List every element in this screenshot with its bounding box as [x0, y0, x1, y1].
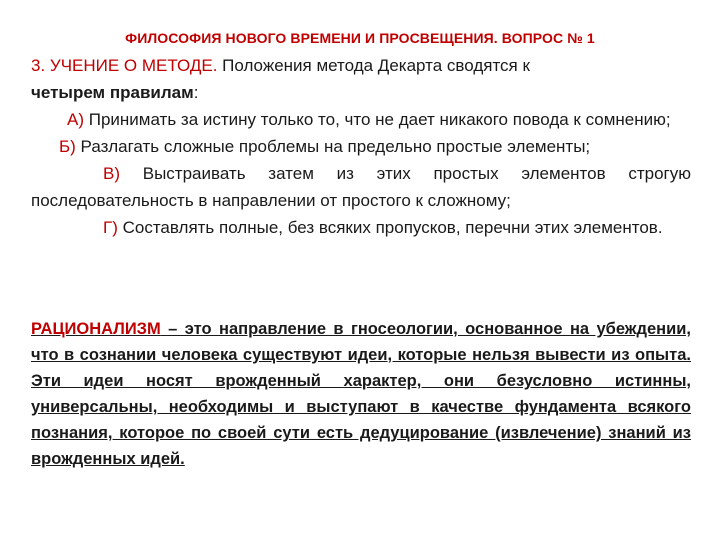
- rule-letter: Г): [103, 218, 118, 237]
- rule-letter: А): [67, 110, 84, 129]
- method-intro: [31, 52, 691, 106]
- rule-b: [31, 133, 691, 160]
- four-rules-label: четырем правилам: [31, 83, 194, 102]
- rationalism-text: – это направление в гносеологии, основанное на убеждении, что в сознании человека существуют идеи, которые нельзя вывести из опыта. Эти идеи носят врожденный характер, они безусловно истинны, универсальны, необходимы и выступают в качестве фундамента всякого познания, которое по своей сути есть дедуцирование (извлечение) знаний из врожденных идей.: [31, 320, 691, 468]
- method-section: [31, 52, 691, 241]
- rule-a: [31, 106, 691, 133]
- method-intro-text: Положения метода Декарта сводятся к: [217, 56, 530, 75]
- rationalism-term: РАЦИОНАЛИЗМ: [31, 320, 161, 338]
- slide-title: ФИЛОСОФИЯ НОВОГО ВРЕМЕНИ И ПРОСВЕЩЕНИЯ. ВОПРОС № 1: [125, 30, 595, 46]
- rule-text: Составлять полные, без всяких пропусков, перечни этих элементов.: [117, 218, 663, 237]
- rule-d: [31, 214, 691, 241]
- rule-letter: Б): [59, 137, 76, 156]
- rule-text: Принимать за истину только то, что не дает никакого повода к сомнению;: [84, 110, 671, 129]
- rationalism-definition: [31, 316, 691, 472]
- rule-c: [31, 160, 691, 214]
- rule-text: Разлагать сложные проблемы на предельно простые элементы;: [75, 137, 591, 156]
- four-rules-colon: :: [193, 83, 199, 102]
- rule-text: Выстраивать затем из этих простых элементов строгую последовательность в направлении от простого к сложному;: [31, 164, 691, 210]
- rule-letter: В): [103, 164, 120, 183]
- method-heading: 3. УЧЕНИЕ О МЕТОДЕ.: [31, 56, 218, 75]
